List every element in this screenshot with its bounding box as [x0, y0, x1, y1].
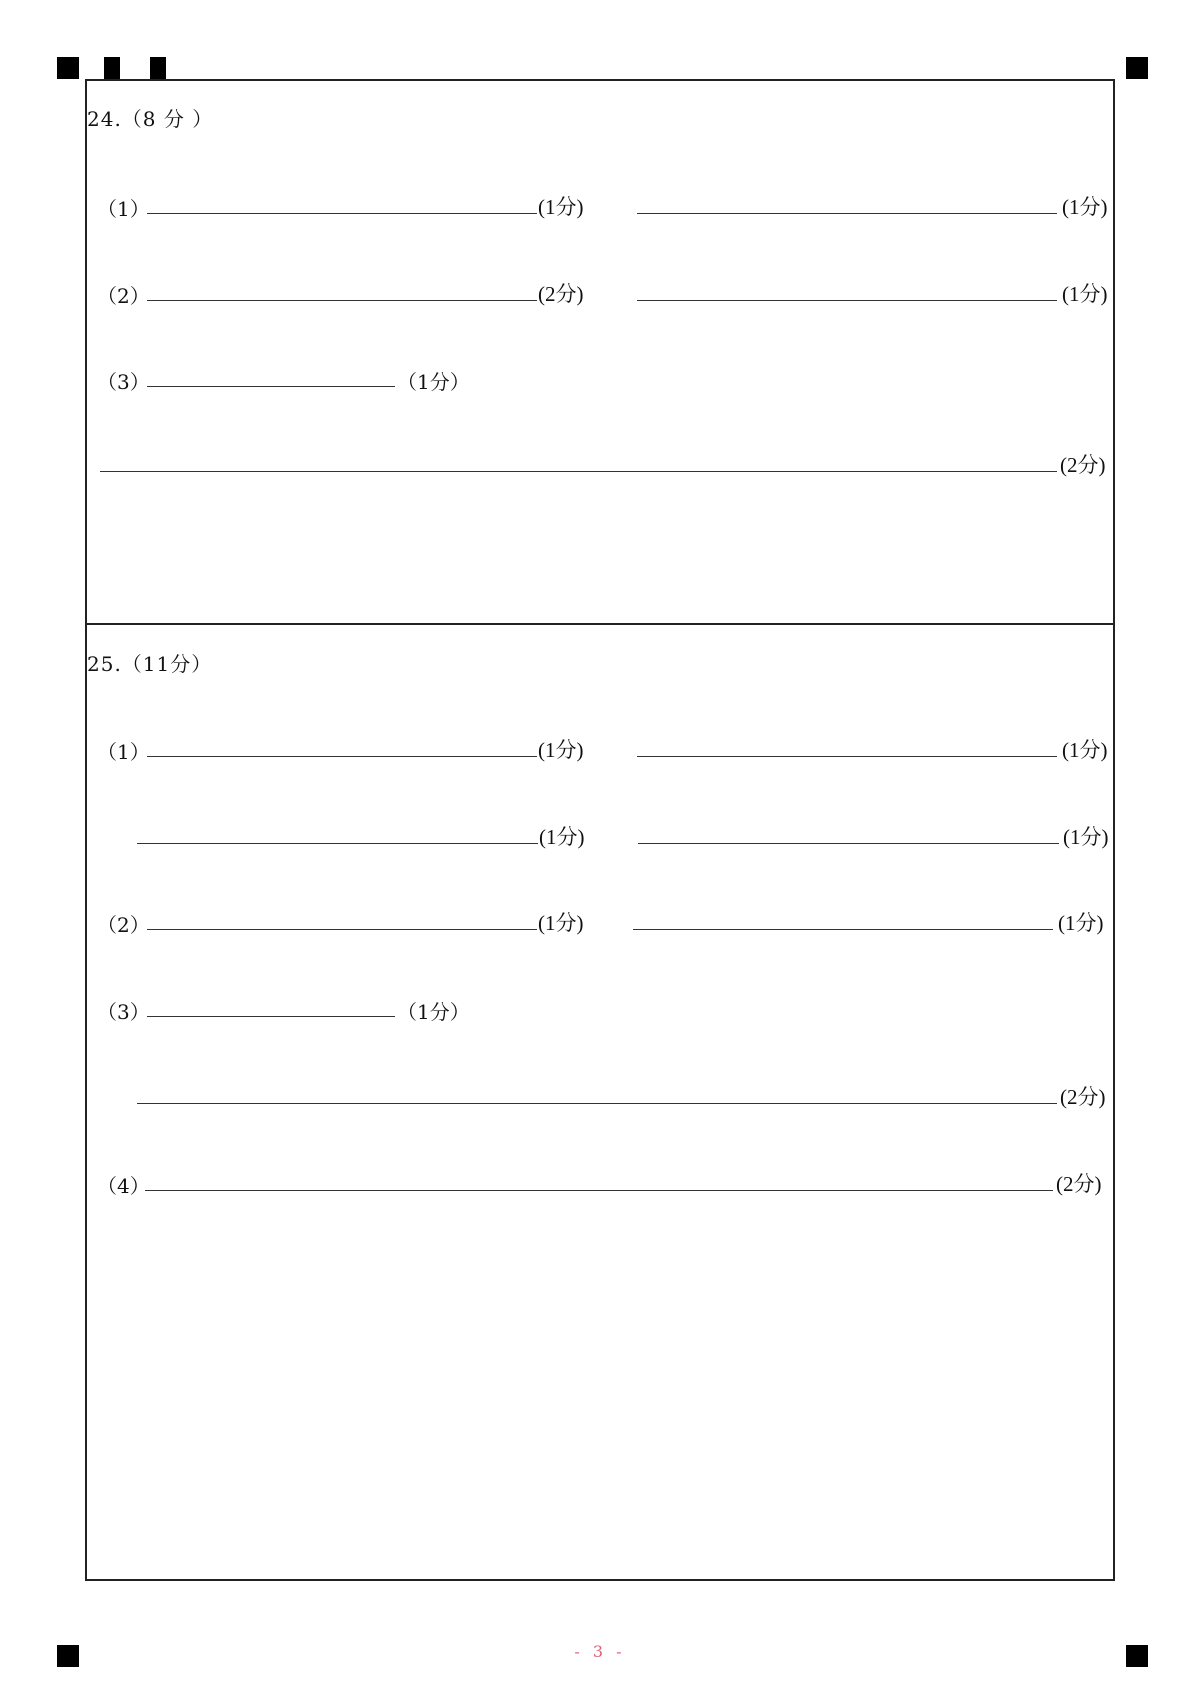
q25-sub4-label: （4） [97, 1174, 150, 1198]
q24-sub2-b-points: (1分) [1062, 282, 1108, 306]
q25-sub2-label: （2） [97, 913, 150, 937]
q24-sub2-answer-b[interactable] [637, 300, 1057, 301]
q25-sub1-answer-b[interactable] [637, 756, 1057, 757]
q25-sub3-answer-a[interactable] [147, 1016, 395, 1017]
q25-sub3-a-points: （1分） [397, 1000, 470, 1024]
question-25-box [85, 623, 1115, 1581]
q25-sub2-answer-b[interactable] [633, 929, 1053, 930]
q25-sub2-b-points: (1分) [1058, 911, 1104, 935]
q25-sub1-d-points: (1分) [1063, 825, 1109, 849]
q24-sub3-answer-b[interactable] [100, 471, 1057, 472]
registration-mark-top-1 [104, 57, 120, 79]
q25-sub3-b-points: (2分) [1060, 1085, 1106, 1109]
q25-sub4-answer[interactable] [145, 1190, 1053, 1191]
registration-mark-top-right [1126, 57, 1148, 79]
q25-sub1-answer-a[interactable] [147, 756, 537, 757]
q25-sub2-a-points: (1分) [538, 911, 584, 935]
q25-sub2-answer-a[interactable] [147, 929, 537, 930]
page-number: - 3 - [574, 1642, 626, 1661]
q25-sub1-answer-d[interactable] [638, 843, 1059, 844]
question-24-heading: 24.（8 分 ） [87, 107, 214, 131]
q24-sub1-answer-a[interactable] [147, 213, 537, 214]
q25-sub3-answer-b[interactable] [137, 1103, 1057, 1104]
q25-sub1-label: （1） [97, 740, 150, 764]
q24-sub1-label: （1） [97, 197, 150, 221]
q25-sub1-answer-c[interactable] [137, 843, 538, 844]
q24-sub2-answer-a[interactable] [147, 300, 537, 301]
q24-sub3-a-points: （1分） [397, 370, 470, 394]
q24-sub1-a-points: (1分) [538, 195, 584, 219]
q24-sub1-answer-b[interactable] [637, 213, 1057, 214]
q25-sub1-a-points: (1分) [538, 738, 584, 762]
q24-sub2-a-points: (2分) [538, 282, 584, 306]
question-24-box [85, 79, 1115, 625]
registration-mark-top-left [57, 57, 79, 79]
q25-sub1-c-points: (1分) [539, 825, 585, 849]
q24-sub2-label: （2） [97, 284, 150, 308]
q24-sub3-b-points: (2分) [1060, 453, 1106, 477]
q25-sub4-points: (2分) [1056, 1172, 1102, 1196]
q24-sub1-b-points: (1分) [1062, 195, 1108, 219]
q25-sub1-b-points: (1分) [1062, 738, 1108, 762]
registration-mark-top-2 [150, 57, 166, 79]
q24-sub3-label: （3） [97, 370, 150, 394]
question-25-heading: 25.（11分） [87, 652, 213, 676]
q24-sub3-answer-a[interactable] [147, 386, 395, 387]
q25-sub3-label: （3） [97, 1000, 150, 1024]
